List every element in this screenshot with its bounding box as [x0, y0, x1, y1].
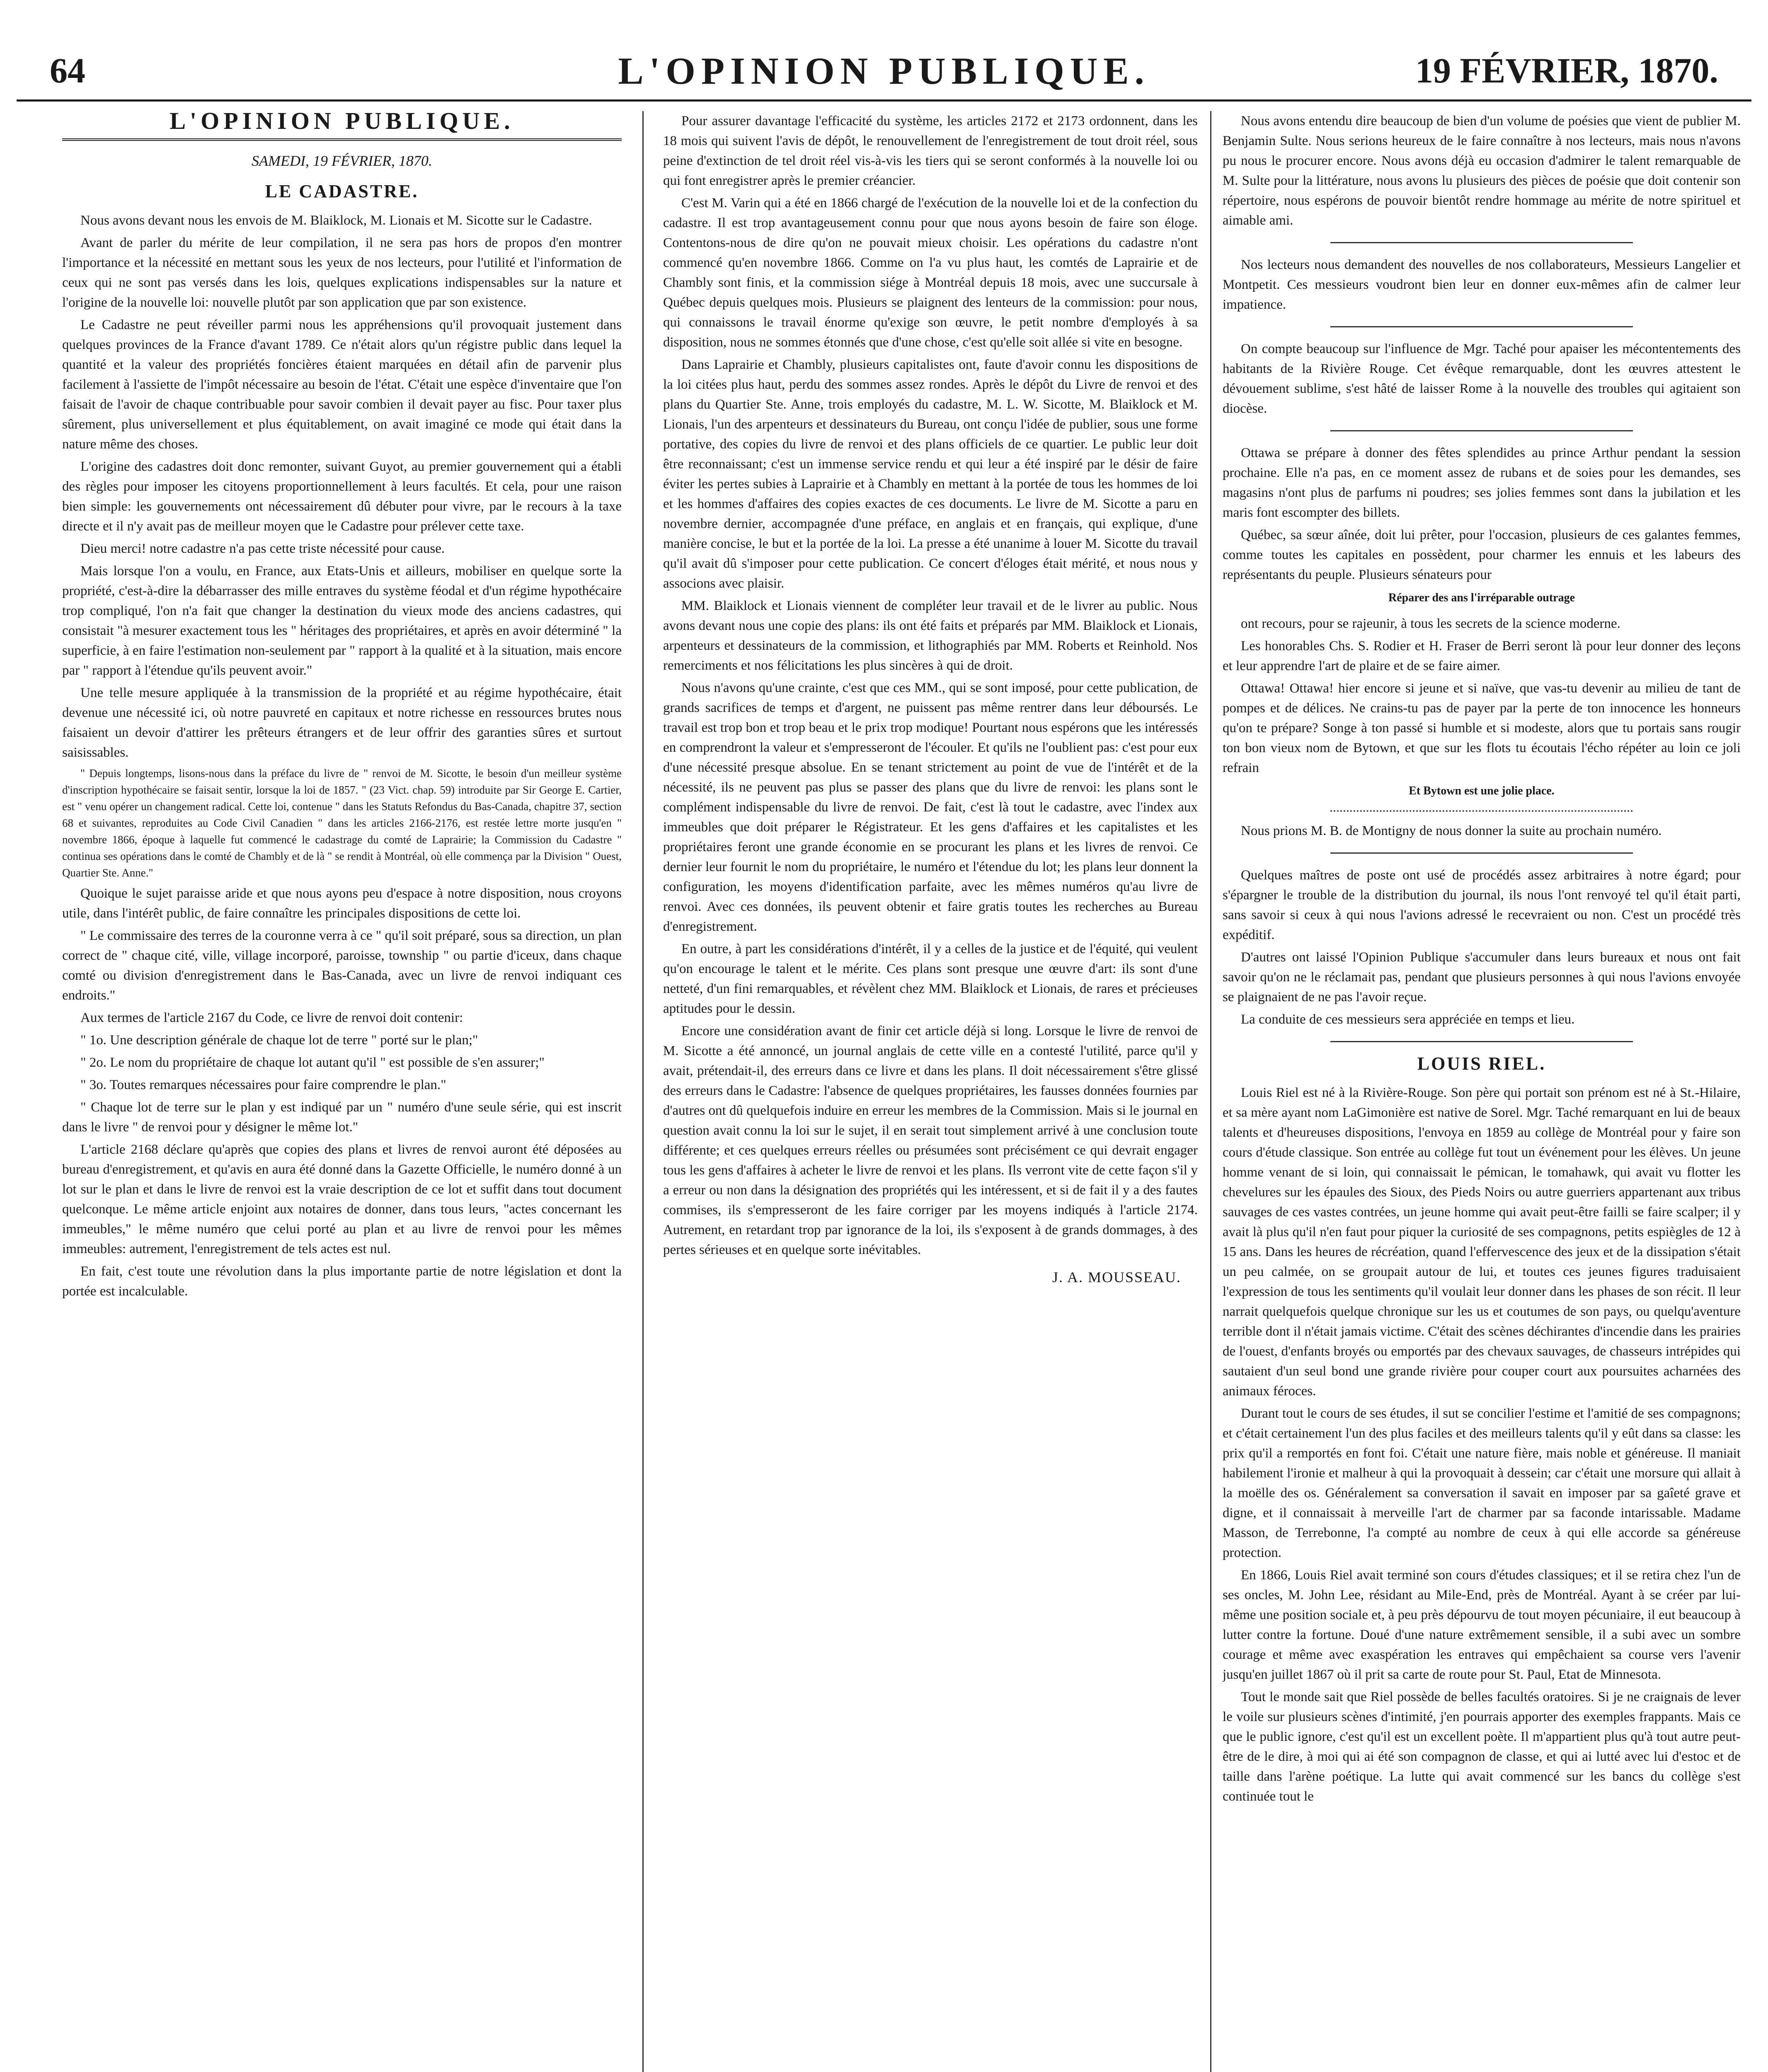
block-quote: " Depuis longtemps, lisons-nous dans la préface du livre de " renvoi de M. Sicotte, le besoin d'un meilleur système d'inscription hypothécaire se faisait sentir, lorsque la loi de 1857. " (23 Vict. chap. 59) introduite par Sir George E. Cartier, est " venu opérer un changement radical. Cette loi, contenue " dans les Statuts Refondus du Bas-Canada, chapitre 37, section 68 et suivantes, reproduites au Code Civil Canadien " dans les articles 2166-2176, est restée lettre morte jusqu'en " novembre 1866, époque à laquelle fut commencé le cadastrage du comté de Laprairie; la Commission du Cadastre " continua ses opérations dans le comté de Chambly et de là " se rendit à Montréal, où elle commença par la Division " Ouest, Quartier Ste. Anne."	[62, 767, 622, 879]
paragraph: Aux termes de l'article 2167 du Code, ce livre de renvoi doit contenir:	[80, 1010, 463, 1025]
paragraph: Québec, sa sœur aînée, doit lui prêter, pour l'occasion, plusieurs de ces galantes femmes, comme toutes les capitales en possèdent, pour charmer les ennuis et les labeurs des représentants du peuple. Plusieurs sénateurs pour	[1223, 528, 1741, 582]
masthead	[17, 25, 1751, 102]
paragraph: " 3o. Toutes remarques nécessaires pour faire comprendre le plan."	[80, 1077, 446, 1092]
section-divider	[1330, 242, 1633, 243]
paragraph: Dieu merci! notre cadastre n'a pas cette triste nécessité pour cause.	[80, 541, 445, 556]
paragraph: Le Cadastre ne peut réveiller parmi nous les appréhensions qu'il provoquait justement dans quelques provinces de la France d'avant 1789. Ce n'était alors qu'un régistre public dans lequel la quantité et la valeur des propriétés foncières étaient marquées en détail afin de parvenir plus facilement à l'assiette de l'impôt nécessaire au besoin de l'état. C'était une espèce d'inventaire que l'on faisait de l'avoir de chaque contribuable pour savoir combien il devait payer au fisc. Pour taxer plus sûrement, plus universellement et plus équitablement, on avait imaginé ce mode qui était dans la nature même des choses.	[62, 317, 622, 452]
paragraph: " Chaque lot de terre sur le plan y est indiqué par un " numéro d'une seule série, qui est inscrit dans le livre " de renvoi pour y désigner le même lot."	[62, 1100, 622, 1135]
column-2	[663, 111, 1198, 2072]
paragraph: Nous avons devant nous les envois de M. Blaiklock, M. Lionais et M. Sicotte sur le Cadastre.	[80, 213, 592, 228]
masthead-date: 19 FÉVRIER, 1870.	[1415, 51, 1718, 90]
verse-line: Réparer des ans l'irréparable outrage	[1388, 591, 1575, 604]
paragraph: Avant de parler du mérite de leur compilation, il ne sera pas hors de propos d'en montrer l'importance et la nécessité en mettant sous les yeux de nos lecteurs, pour l'utilité et l'information de ceux qui ne sont pas versés dans les lois, quelques explications indispensables sur la nature et l'origine de la nouvelle loi: nouvelle plutôt par son application que par son existence.	[62, 235, 622, 310]
dotted-divider	[1330, 810, 1633, 812]
column-rule	[1210, 111, 1211, 2072]
paragraph: On compte beaucoup sur l'influence de Mgr. Taché pour apaiser les mécontentements des habitants de la Rivière Rouge. Cet évêque remarquable, dont les œuvres attestent le dévouement sublime, s'est hâté de laisser Rome à la nouvelle des troubles qui agitaient son diocèse.	[1223, 341, 1741, 416]
paper-name: L'OPINION PUBLIQUE.	[62, 111, 622, 141]
paragraph: " Le commissaire des terres de la couronne verra à ce " qu'il soit préparé, sous sa direction, un plan correct de " chaque cité, ville, village incorporé, paroisse, township " ou partie d'iceux, dans chaque comté ou division d'enregistrement dans le Bas-Canada, avec un livre de renvoi indiquant ces endroits."	[62, 928, 622, 1003]
author-signature: J. A. MOUSSEAU.	[1052, 1269, 1181, 1285]
section-divider	[1330, 852, 1633, 854]
article-heading: LOUIS RIEL.	[1417, 1053, 1546, 1074]
paragraph: Quelques maîtres de poste ont usé de procédés assez arbitraires à notre égard; pour s'épargner le trouble de la distribution du journal, ils nous l'ont renvoyé tel qu'il était parti, sans savoir si ceux à qui nous l'avions adressé le recevraient ou non. C'est un procédé très expéditif.	[1223, 868, 1741, 942]
paragraph: Une telle mesure appliquée à la transmission de la propriété et au régime hypothécaire, était devenue une nécessité ici, où notre pauvreté en capitaux et notre richesse en ressources brutes nous faisaient un devoir d'attirer les prêteurs étrangers et de leur offrir des garanties sûres et surtout saisissables.	[62, 685, 622, 760]
section-divider	[1330, 430, 1633, 431]
article-heading: LE CADASTRE.	[265, 181, 419, 201]
paragraph: Nous prions M. B. de Montigny de nous donner la suite au prochain numéro.	[1241, 823, 1662, 838]
paragraph: En outre, à part les considérations d'intérêt, il y a celles de la justice et de l'équité, qui veulent qu'on encourage le talent et le mérite. Ces plans sont presque une œuvre d'art: ils sont d'une netteté, d'un fini remarquables, et révèlent chez MM. Blaiklock et Lionais, de rares et précieuses aptitudes pour le dessin.	[663, 942, 1198, 1016]
paragraph: Nous avons entendu dire beaucoup de bien d'un volume de poésies que vient de publier M. Benjamin Sulte. Nous serions heureux de le faire connaître à nos lecteurs, mais nous n'avons pu nous le procurer encore. Nous avons déjà eu occasion d'admirer le talent remarquable de M. Sulte pour la littérature, nous avons lu plusieurs des pièces de poésie que doit contenir son répertoire, nous espérons de pouvoir bientôt rendre hommage au mérite de notre spirituel et aimable ami.	[1223, 114, 1741, 228]
paragraph: Encore une considération avant de finir cet article déjà si long. Lorsque le livre de renvoi de M. Sicotte a été annoncé, un journal anglais de cette ville en a contesté l'utilité, parce qu'il y avait, prétendait-il, des erreurs dans ce livre et dans les plans. Il doit nécessairement s'être glissé des erreurs dans le Cadastre: l'absence de quelques propriétaires, les fausses données fournies par d'autres ont dû quelquefois induire en erreur les membres de la Commission. Mais si le journal en question avait connu la loi sur le sujet, il en serait tout simplement arrivé à une conclusion toute différente; et ces quelques erreurs réelles ou présumées sont précisément ce qui devrait engager tous les gens d'affaires à acheter le livre de renvoi et les plans. Ils verront vite de cette façon s'il y a erreur ou non dans la désignation des propriétés qui les intéressent, et si de fait il y a des fautes commises, ils s'empresseront de les faire corriger par les moyens indiqués à l'article 2174. Autrement, en retardant trop par ignorance de la loi, ils s'exposent à de grands dommages, à des pertes sérieuses et en quelque sorte inévitables.	[663, 1024, 1198, 1257]
paragraph: La conduite de ces messieurs sera appréciée en temps et lieu.	[1241, 1012, 1575, 1027]
paragraph: Dans Laprairie et Chambly, plusieurs capitalistes ont, faute d'avoir connu les dispositions de la loi citées plus haut, perdu des sommes assez rondes. Après le dépôt du Livre de renvoi et des plans du Quartier Ste. Anne, trois employés du cadastre, M. L. W. Sicotte, M. Blaiklock et M. Lionais, l'un des arpenteurs et dessinateurs du Bureau, ont conçu l'idée de publier, sous une forme portative, des copies du livre de renvoi et des plans officiels de ce quartier. Le public leur doit être reconnaissant; c'est un immense service rendu et qui leur a été inspiré par le désir de faire éviter les pertes subies à Laprairie et à Chambly en mettant à la portée de tous les hommes de loi et les hommes d'affaires des copies exactes de ces documents. Le livre de M. Sicotte a paru en novembre dernier, accompagnée d'une préface, en anglais et en français, qui explique, d'une manière concise, le but et la portée de la loi. La presse a été unanime à louer M. Sicotte du travail qu'il avait dû s'imposer pour cette publication. Ce concert d'éloges était mérité, et nous nous y associons avec plaisir.	[663, 357, 1198, 591]
paragraph: ont recours, pour se rajeunir, à tous les secrets de la science moderne.	[1241, 616, 1620, 631]
paragraph: Durant tout le cours de ses études, il sut se concilier l'estime et l'amitié de ses compagnons; et c'était certainement l'un des plus faciles et des meilleurs talents qu'il y eût dans sa classe: les prix qu'il a remportés en font foi. C'était une nature fière, mais noble et généreuse. Il maniait habilement l'ironie et malheur à qui la provoquait à dessein; car c'était une morsure qui allait à la moëlle des os. Généralement sa conversation il savait en imposer par sa gaîeté grave et digne, et il connaissait à merveille l'art de charmer par sa faconde intarissable. Madame Masson, de Terrebonne, l'a compté au nombre de ceux à qui elle accorde sa généreuse protection.	[1223, 1406, 1741, 1560]
paragraph: " 2o. Le nom du propriétaire de chaque lot autant qu'il " est possible de s'en assurer;"	[80, 1055, 545, 1070]
section-divider	[1330, 326, 1633, 327]
column-rule	[642, 111, 644, 2072]
paragraph: En 1866, Louis Riel avait terminé son cours d'études classiques; et il se retira chez l'un de ses oncles, M. John Lee, résidant au Mile-End, près de Montréal. Ayant à se créer par lui-même une position sociale et, à peu près dépourvu de tout moyen pécuniaire, il eut beaucoup à lutter contre la fortune. Doué d'une nature extrêmement sensible, il a subi avec un sombre courage et même avec exaspération les entraves qui empêchaient sa course vers l'avenir jusqu'en juillet 1867 où il prit sa carte de route pour St. Paul, Etat de Minnesota.	[1223, 1568, 1741, 1682]
column-3	[1223, 111, 1741, 2072]
paragraph: L'origine des cadastres doit donc remonter, suivant Guyot, au premier gouvernement qui a établi des règles pour imposer les citoyens proportionnellement à leurs facultés. Et cela, pour une raison bien simple: les gouvernements ont nécessairement dû débuter pour vivre, par le recours à la taxe directe et il n'y avait pas de meilleur moyen que le Cadastre pour prélever cette taxe.	[62, 459, 622, 534]
paragraph: Mais lorsque l'on a voulu, en France, aux Etats-Unis et ailleurs, mobiliser en quelque sorte la propriété, c'est-à-dire la débarrasser des mille entraves du système féodal et d'un régime hypothécaire trop compliqué, l'on n'a fait que changer la destination du vieux mode des anciens cadastres, qui consistait "à mesurer exactement tous les " héritages des propriétaires, et après en avoir déterminé " la superficie, à en faire l'estimation non-seulement par " rapport à la qualité et à la situation, mais encore par " rapport à l'étendue qu'ils peuvent avoir."	[62, 564, 622, 678]
paragraph: " 1o. Une description générale de chaque lot de terre " porté sur le plan;"	[80, 1033, 478, 1048]
masthead-title: L'OPINION PUBLIQUE.	[618, 50, 1150, 92]
paragraph: Pour assurer davantage l'efficacité du système, les articles 2172 et 2173 ordonnent, dans les 18 mois qui suivent l'avis de dépôt, le renouvellement de l'enregistrement de tout droit réel, sous peine d'extinction de tel droit réel vis-à-vis les tiers qui se seront conformés à la nouvelle loi ou qui font enregistrer après le premier créancier.	[663, 114, 1198, 188]
dateline: SAMEDI, 19 FÉVRIER, 1870.	[252, 152, 432, 169]
paragraph: Ottawa se prépare à donner des fêtes splendides au prince Arthur pendant la session prochaine. Elle n'a pas, en ce moment assez de rubans et de soies pour les demandes, ses magasins n'ont plus de parfums ni poudres; ses jolies femmes sont dans la jubilation et les maris font escompter des billets.	[1223, 445, 1741, 520]
paragraph: Les honorables Chs. S. Rodier et H. Fraser de Berri seront là pour leur donner des leçons et leur apprendre l'art de plaire et de se faire aimer.	[1223, 639, 1741, 673]
column-1	[62, 111, 622, 2072]
paragraph: D'autres ont laissé l'Opinion Publique s'accumuler dans leurs bureaux et nous ont fait savoir qu'on ne le réclamait pas, pendant que plusieurs personnes à qui nous l'avions envoyée se plaignaient de ne pas l'avoir reçue.	[1223, 950, 1741, 1005]
paragraph: MM. Blaiklock et Lionais viennent de compléter leur travail et de le livrer au public. Nous avons devant nous une copie des plans: ils ont été faits et préparés par MM. Blaiklock et Lionais, arpenteurs et dessinateurs de la commission, et lithographiés par MM. Roberts et Reinhold. Nos remerciments et nos félicitations les plus sincères à qui de droit.	[663, 598, 1198, 673]
paragraph: Nos lecteurs nous demandent des nouvelles de nos collaborateurs, Messieurs Langelier et Montpetit. Ces messieurs voudront bien leur en donner eux-mêmes afin de calmer leur impatience.	[1223, 257, 1741, 312]
page-number: 64	[50, 51, 85, 90]
paragraph: En fait, c'est toute une révolution dans la plus importante partie de notre législation et dont la portée est incalculable.	[62, 1264, 622, 1299]
verse-line: Et Bytown est une jolie place.	[1409, 784, 1555, 797]
paragraph: C'est M. Varin qui a été en 1866 chargé de l'exécution de la nouvelle loi et de la confection du cadastre. Il est trop avantageusement connu pour que nous ayons besoin de faire son éloge. Contentons-nous de dire qu'on ne pouvait mieux choisir. Les opérations du cadastre n'ont commencé qu'en novembre 1866. Comme on l'a vu plus haut, les comtés de Laprairie et de Chambly sont finis, et la commission siége à Montréal depuis 18 mois, avec une succursale à Québec depuis quelques mois. Plusieurs se plaignent des lenteurs de la commission: pour nous, qui connaissons le travail énorme qu'exige son œuvre, le petit nombre d'employés à sa disposition, nous ne sommes étonnés que d'une chose, c'est qu'elle soit allée si vite en besogne.	[663, 196, 1198, 350]
paragraph: Quoique le sujet paraisse aride et que nous ayons peu d'espace à notre disposition, nous croyons utile, dans l'intérêt public, de faire connaître les principales dispositions de cette loi.	[62, 886, 622, 921]
section-divider	[1330, 1041, 1633, 1042]
paragraph: L'article 2168 déclare qu'après que copies des plans et livres de renvoi auront été déposées au bureau d'enregistrement, et qu'avis en aura été donné dans la Gazette Officielle, le numéro donné à un lot sur le plan et dans le livre de renvoi est la vraie description de ce lot et suffit dans tout document quelconque. Le même article enjoint aux notaires de donner, dans tous leurs, "actes concernant les immeubles," le même numéro que celui porté au plan et au livre de renvoi pour les mêmes immeubles: autrement, l'enregistrement de tels actes est nul.	[62, 1142, 622, 1256]
paragraph: Louis Riel est né à la Rivière-Rouge. Son père qui portait son prénom est né à St.-Hilaire, et sa mère ayant nom LaGimonière est native de Sorel. Mgr. Taché remarquant en lui de beaux talents et d'heureuses dispositions, l'envoya en 1859 au collège de Montréal pour y faire son cours d'étude classique. Son entrée au collège fut tout un événement pour les élèves. Un jeune homme venant de si loin, qui connaissait le pémican, le tomahawk, qui avait vu flotter les chevelures sur les épaules des Sioux, des Pieds Noirs ou autre guerriers appartenant aux tribus sauvages de ces vastes contrées, un jeune homme qui avait peut-être failli se faire scalper; il y avait là plus qu'il n'en faut pour piquer la curiosité de ses compagnons, petits espiègles de 12 à 15 ans. Dans les heures de récréation, quand l'effervescence des jeux et de la dissipation s'était un peu calmée, on se groupait autour de lui, et toutes ces jeunes figures traduisaient l'expression de tous les sentiments qu'il voulait leur donner dans les phases de son récit. Il leur narrait quelquefois quelque chronique sur les us et coutumes de son pays, ou quelqu'aventure terrible dont il n'était jamais victime. C'était des scènes déchirantes d'incendie dans les prairies de l'ouest, d'enfants broyés ou emportés par des chevaux sauvages, de chasseurs intrépides qui sautaient d'un seul bond une grande rivière pour couper court aux poursuites acharnées des animaux féroces.	[1223, 1085, 1741, 1399]
paragraph: Tout le monde sait que Riel possède de belles facultés oratoires. Si je ne craignais de lever le voile sur plusieurs scènes d'intimité, j'en pourrais apporter des exemples frappants. Mais ce que le public ignore, c'est qu'il est un excellent poète. Il m'appartient plus qu'à tout autre peut-être de le dire, à moi qui ai été son compagnon de classe, et qui ai lutté avec lui d'estoc et de taille dans l'arène poétique. La lutte qui avait commencé sur les bancs du collège s'est continuée tout le	[1223, 1690, 1741, 1804]
paragraph: Ottawa! Ottawa! hier encore si jeune et si naïve, que vas-tu devenir au milieu de tant de pompes et de délices. Ne crains-tu pas de payer par la perte de ton innocence les honneurs qu'on te prépare? Songe à ton passé si humble et si modeste, alors que tu portais sans rougir ton bon vieux nom de Bytown, et que sur les flots tu écoutais l'écho répéter au loin ce joli refrain	[1223, 681, 1741, 775]
paragraph: Nous n'avons qu'une crainte, c'est que ces MM., qui se sont imposé, pour cette publication, de grands sacrifices de temps et d'argent, ne puissent pas même rentrer dans leur déboursés. Le travail est trop bon et trop beau et le prix trop modique! Pourtant nous espérons que les intéressés en comprendront la valeur et s'empresseront de l'écouler. Et qu'ils ne l'oublient pas: c'est pour eux d'une nécessité presque absolue. En se tenant strictement au point de vue de l'intérêt et de la nécessité, ils ne peuvent pas plus se passer des plans que du livre de renvoi: les plans sont le complément indispensable du livre de renvoi. De fait, c'est là tout le cadastre, avec l'index aux immeubles que doit préparer le Régistrateur. Et les gens d'affaires et les capitalistes et les propriétaires feront une grande économie en se procurant les plans et les livres de renvoi. Ce dernier leur fournit le nom du propriétaire, le numéro et l'étendue du lot; les plans leur donnent la configuration, les moyens d'identification parfaite, avec les mêmes numéros qu'au livre de renvoi. Avec ces données, ils peuvent obtenir et faire gratis toutes les recherches au Bureau d'enregistrement.	[663, 680, 1198, 934]
